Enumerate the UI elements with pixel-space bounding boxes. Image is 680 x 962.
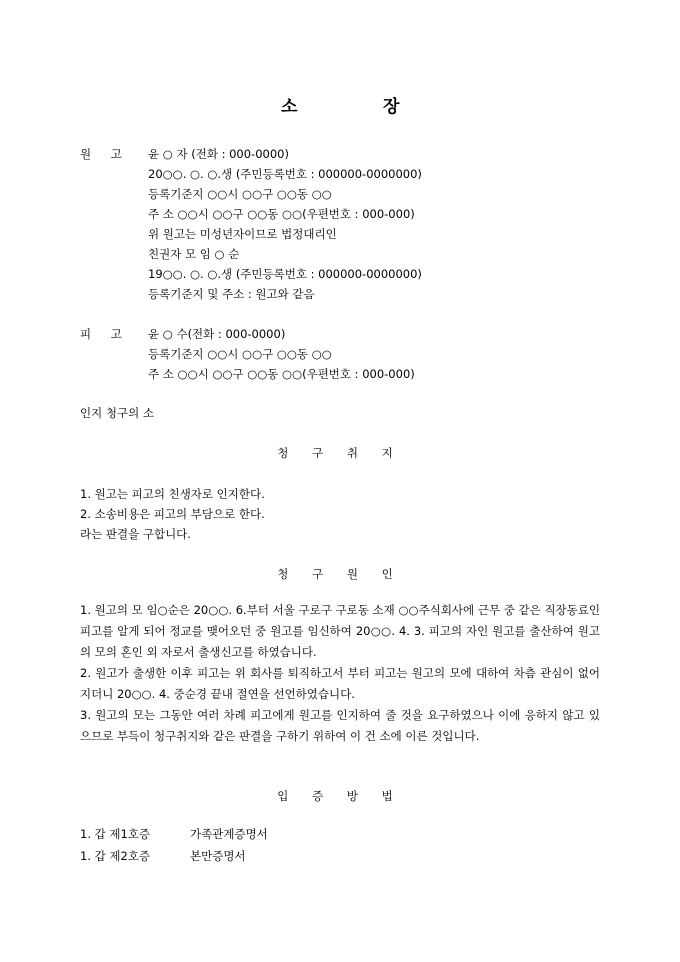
claim-cause-paragraph-3: 3. 원고의 모는 그동안 여러 차례 피고에게 원고를 인지하여 줄 것을 요구하였으나 이에 응하지 않고 있으므로 부득이 청구취지와 같은 판결을 구하기 위하여 이 건 소에 이른 것입니다. <box>80 708 600 743</box>
evidence-item-1-number: 1. 갑 제1호증 <box>80 827 151 841</box>
plaintiff-registry: 등록기준지 ○○시 ○○구 ○○동 ○○ <box>148 187 332 201</box>
case-title: 인지 청구의 소 <box>80 406 154 420</box>
claim-purpose-item-2: 2. 소송비용은 피고의 부담으로 한다. <box>80 507 265 521</box>
evidence-item-2-document: 본만증명서 <box>190 849 246 863</box>
claim-purpose-item-1: 1. 원고는 피고의 친생자로 인지한다. <box>80 487 265 501</box>
plaintiff-name: 윤 ○ 자 (전화 : 000-0000) <box>148 147 289 161</box>
evidence-heading: 입 증 방 법 <box>277 789 403 803</box>
defendant-name: 윤 ○ 수(전화 : 000-0000) <box>148 327 286 341</box>
plaintiff-minor-note: 위 원고는 미성년자이므로 법정대리인 <box>148 227 337 241</box>
document-title <box>0 92 680 122</box>
guardian-birth: 19○○. ○. ○.생 (주민등록번호 : 000000-0000000) <box>148 267 422 281</box>
defendant-label: 피 고 <box>80 327 130 341</box>
plaintiff-address: 주 소 ○○시 ○○구 ○○동 ○○(우편번호 : 000-000) <box>148 207 415 221</box>
defendant-address: 주 소 ○○시 ○○구 ○○동 ○○(우편번호 : 000-000) <box>148 367 415 381</box>
claim-cause-body <box>80 600 600 747</box>
guardian-name: 친권자 모 임 ○ 순 <box>148 247 240 261</box>
plaintiff-label: 원 고 <box>80 147 130 161</box>
claim-cause-paragraph-2: 2. 원고가 출생한 이후 피고는 위 회사를 퇴직하고서 부터 피고는 원고의 모에 대하여 차츰 관심이 없어지더니 20○○. 4. 중순경 끝내 절연을 선언하였습니다. <box>80 666 600 701</box>
guardian-registry: 등록기준지 및 주소 : 원고와 같음 <box>148 287 315 301</box>
plaintiff-birth: 20○○. ○. ○.생 (주민등록번호 : 000000-0000000) <box>148 167 422 181</box>
claim-purpose-heading: 청 구 취 지 <box>277 446 403 460</box>
evidence-item-1-document: 가족관계증명서 <box>190 827 268 841</box>
evidence-item-2-number: 1. 갑 제2호증 <box>80 849 151 863</box>
title-char-2: 장 <box>383 97 400 117</box>
defendant-registry: 등록기준지 ○○시 ○○구 ○○동 ○○ <box>148 347 332 361</box>
claim-cause-heading: 청 구 원 인 <box>277 567 403 581</box>
claim-cause-paragraph-1: 1. 원고의 모 임○순은 20○○. 6.부터 서울 구로구 구로동 소재 ○○주식회사에 근무 중 같은 직장동료인 피고를 알게 되어 정교를 맺어오던 중 원고를 임신하여 20○○. 4. 3. 피고의 자인 원고를 출산하여 원고의 모의 혼인 외 자로서 출생신고를 하였습니다. <box>80 603 600 659</box>
title-char-1: 소 <box>281 97 298 117</box>
claim-purpose-closing: 라는 판결을 구합니다. <box>80 527 191 541</box>
